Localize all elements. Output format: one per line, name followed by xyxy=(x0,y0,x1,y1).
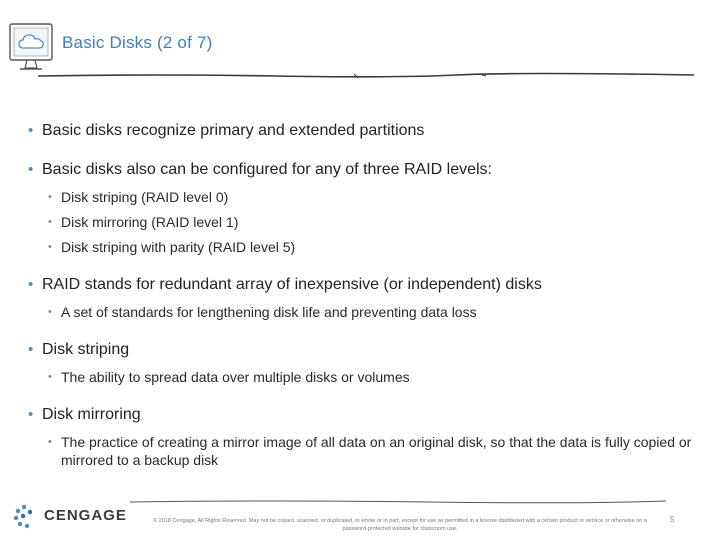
bullet-level2: • The practice of creating a mirror image of all data on an original disk, so that the data is fully copied or mirrored to a backup disk xyxy=(48,433,698,469)
bullet-level2: • A set of standards for lengthening disk life and preventing data loss xyxy=(48,303,698,321)
bullet-list xyxy=(28,120,698,469)
bullet-level1: • Disk mirroring xyxy=(28,404,698,425)
bullet-level1: • RAID stands for redundant array of inexpensive (or independent) disks xyxy=(28,274,698,295)
title-divider xyxy=(36,70,696,80)
cloud-monitor-icon xyxy=(6,18,58,74)
bullet-level2: • The ability to spread data over multiple disks or volumes xyxy=(48,368,698,386)
cengage-logo-text: CENGAGE xyxy=(44,507,127,524)
page-title: Basic Disks (2 of 7) xyxy=(62,33,213,52)
page-number: 5 xyxy=(670,515,675,524)
footer-divider xyxy=(128,497,668,505)
copyright-notice: © 2018 Cengage. All Rights Reserved. May not be copied, scanned, or duplicated, in whole or in part, except for use as permitted in a license distributed with a certain product or service or otherwise on a password-protected website for classroom use. xyxy=(153,518,647,532)
bullet-level2: • Disk striping with parity (RAID level 5) xyxy=(48,238,698,256)
bullet-level2: • Disk striping (RAID level 0) xyxy=(48,188,698,206)
bullet-level1: • Disk striping xyxy=(28,339,698,360)
bullet-level1: • Basic disks recognize primary and extended partitions xyxy=(28,120,698,141)
bullet-level1: • Basic disks also can be configured for any of three RAID levels: xyxy=(28,159,698,180)
cengage-logo-icon xyxy=(12,502,40,530)
bullet-level2: • Disk mirroring (RAID level 1) xyxy=(48,213,698,231)
